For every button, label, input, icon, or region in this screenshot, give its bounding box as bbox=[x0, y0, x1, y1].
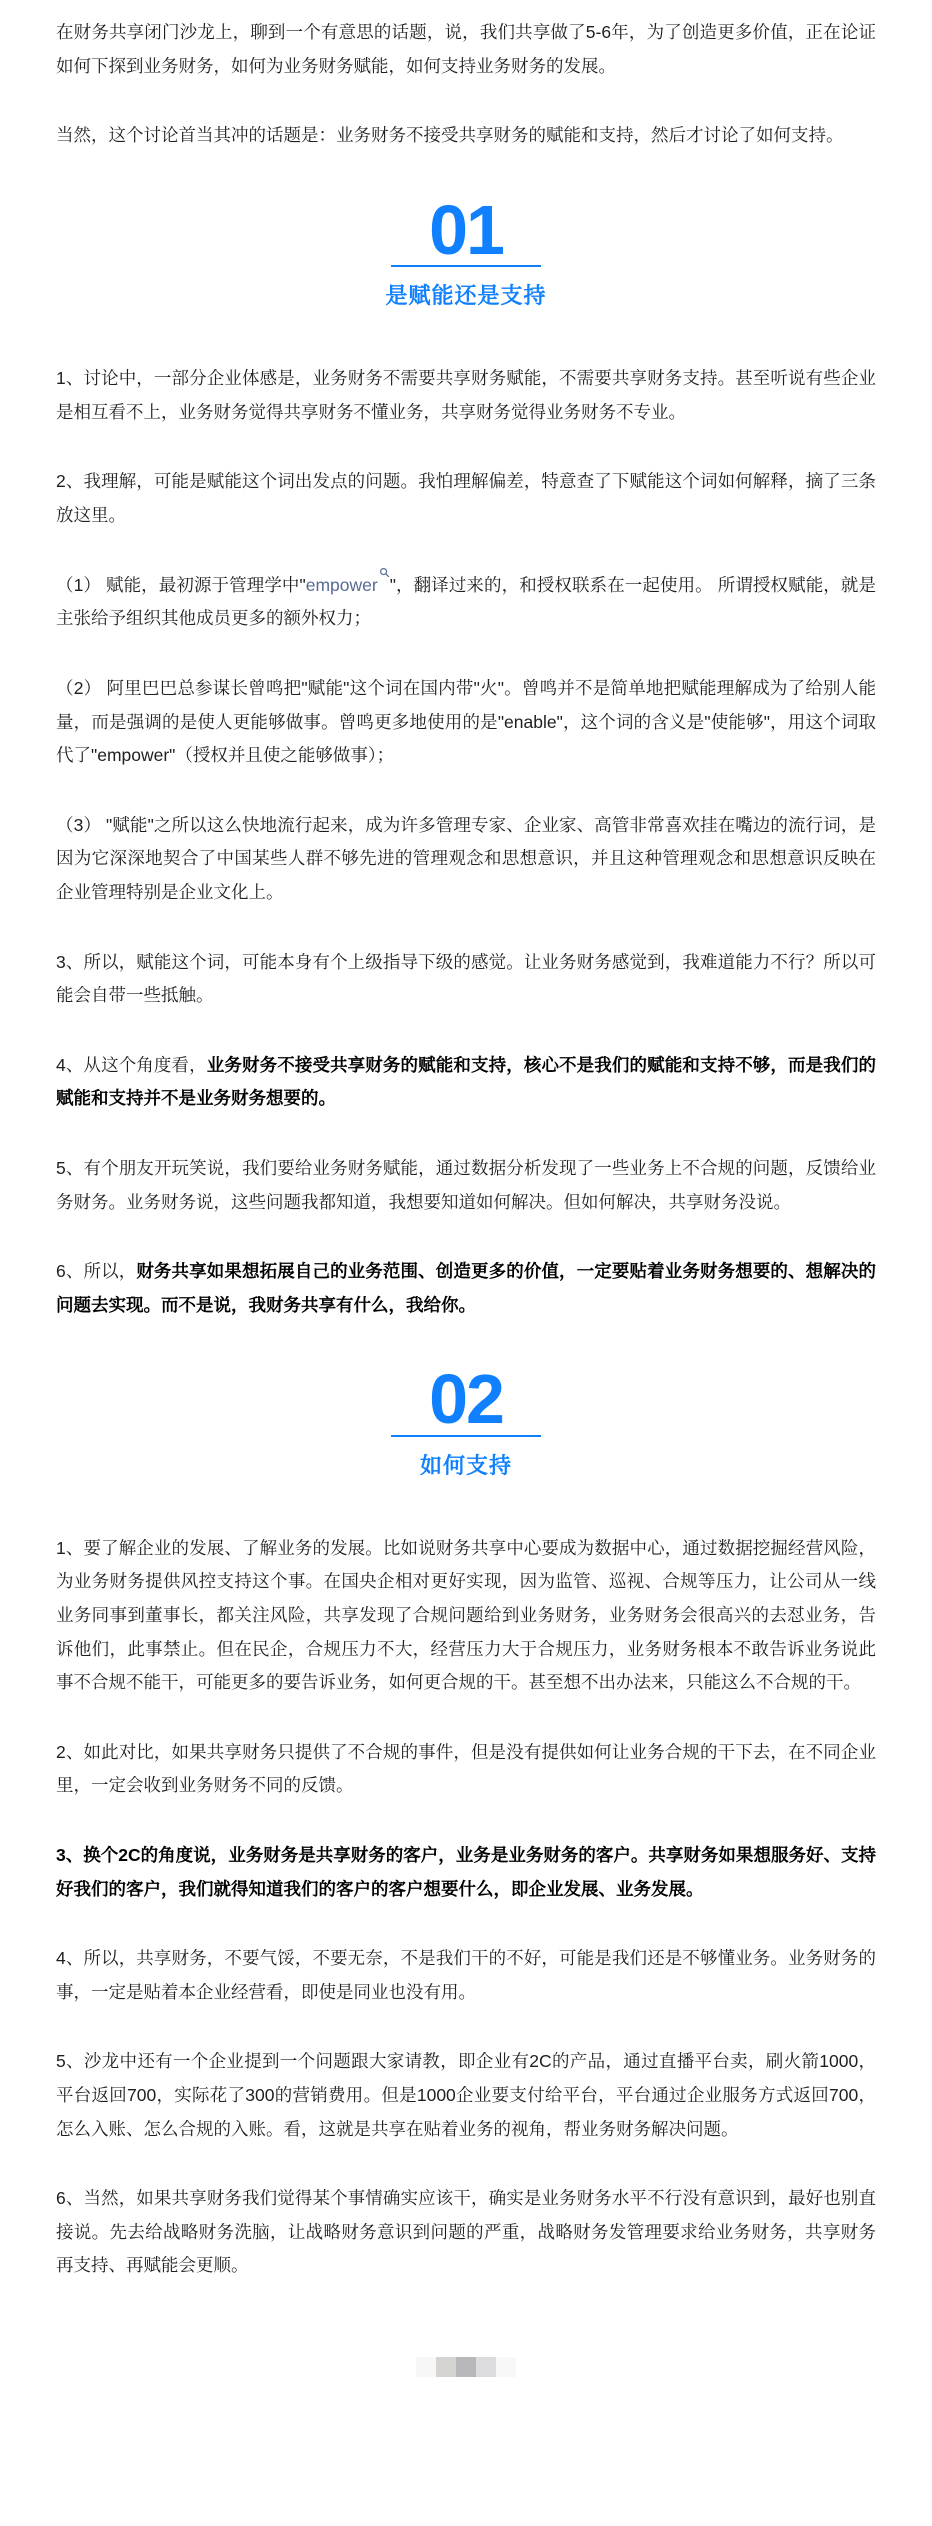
paragraph bbox=[56, 946, 876, 1013]
text-run: 5、沙龙中还有一个企业提到一个问题跟大家请教，即企业有2C的产品，通过直播平台卖，刷火箭1000，平台返回700，实际花了300的营销费用。但是1000企业要支付给平台，平台通过企业服务方式返回700，怎么入账、怎么合规的入账。看，这就是共享在贴着业务的视角，帮业务财务解决问题。 bbox=[56, 2051, 876, 2139]
bold-text: 3、换个2C的角度说，业务财务是共享财务的客户，业务是业务财务的客户。共享财务如果想服务好、支持好我们的客户，我们就得知道我们的客户的客户想要什么，即企业发展、业务发展。 bbox=[56, 1844, 876, 1899]
watermark-block bbox=[496, 2357, 516, 2377]
paragraph bbox=[56, 1152, 876, 1219]
text-run: 5、有个朋友开玩笑说，我们要给业务财务赋能，通过数据分析发现了一些业务上不合规的问题，反馈给业务财务。业务财务说，这些问题我都知道，我想要知道如何解决。但如何解决，共享财务没说。 bbox=[56, 1157, 876, 1212]
text-run: 1、要了解企业的发展、了解业务的发展。比如说财务共享中心要成为数据中心，通过数据挖掘经营风险，为业务财务提供风控支持这个事。在国央企相对更好实现，因为监管、巡视、合规等压力，让公司从一线业务同事到董事长，都关注风险，共享发现了合规问题给到业务财务，业务财务会很高兴的去怼业务，告诉他们，此事禁止。但在民企，合规压力不大，经营压力大于合规压力，业务财务根本不敢告诉业务说此事不合规不能干，可能更多的要告诉业务，如何更合规的干。甚至想不出办法来，只能这么不合规的干。 bbox=[56, 1537, 876, 1693]
section-number: 02 bbox=[391, 1366, 541, 1437]
article-content bbox=[56, 16, 876, 2283]
text-run: 2、如此对比，如果共享财务只提供了不合规的事件，但是没有提供如何让业务合规的干下去，在不同企业里，一定会收到业务财务不同的反馈。 bbox=[56, 1741, 876, 1796]
paragraph bbox=[56, 1255, 876, 1322]
paragraph bbox=[56, 1049, 876, 1116]
blurred-watermark bbox=[416, 2357, 516, 2377]
paragraph bbox=[56, 2045, 876, 2146]
text-run: 6、所以， bbox=[56, 1261, 137, 1282]
text-run: 1、讨论中，一部分企业体感是，业务财务不需要共享财务赋能，不需要共享财务支持。甚至听说有些企业是相互看不上，业务财务觉得共享财务不懂业务，共享财务觉得业务财务不专业。 bbox=[56, 368, 876, 422]
paragraph bbox=[56, 2182, 876, 2283]
section-number: 01 bbox=[391, 197, 541, 268]
paragraph bbox=[56, 672, 876, 773]
text-run: "，翻译过来的，和授权联系在一起使用。 所谓授权赋能，就是主张给予组织其他成员更多的额外权力； bbox=[56, 574, 876, 629]
empower-link[interactable]: empower bbox=[305, 574, 378, 595]
text-run: 当然，这个讨论首当其冲的话题是：业务财务不接受共享财务的赋能和支持，然后才讨论了如何支持。 bbox=[56, 125, 844, 146]
text-run: 4、所以，共享财务，不要气馁，不要无奈，不是我们干的不好，可能是我们还是不够懂业务。业务财务的事，一定是贴着本企业经营看，即使是同业也没有用。 bbox=[56, 1948, 876, 2002]
text-run: 2、我理解，可能是赋能这个词出发点的问题。我怕理解偏差，特意查了下赋能这个词如何解释，摘了三条放这里。 bbox=[56, 471, 876, 526]
text-run: （1） 赋能，最初源于管理学中" bbox=[56, 574, 306, 595]
watermark-block bbox=[416, 2357, 436, 2377]
section-title: 是赋能还是支持 bbox=[385, 283, 547, 309]
paragraph bbox=[56, 569, 876, 636]
text-run: （2） 阿里巴巴总参谋长曾鸣把"赋能"这个词在国内带"火"。曾鸣并不是简单地把赋能理解成为了给别人能量，而是强调的是使人更能够做事。曾鸣更多地使用的是"enable"，这个词的含义是"使能够"，用这个词取代了"empower"（授权并且使之能够做事）； bbox=[56, 678, 876, 766]
paragraph bbox=[56, 16, 876, 83]
section-title: 如何支持 bbox=[419, 1452, 512, 1478]
text-run: （3） "赋能"之所以这么快地流行起来，成为许多管理专家、企业家、高管非常喜欢挂在嘴边的流行词，是因为它深深地契合了中国某些人群不够先进的管理观念和思想意识，并且这种管理观念和思想意识反映在企业管理特别是企业文化上。 bbox=[56, 814, 876, 902]
paragraph bbox=[56, 362, 876, 429]
paragraph bbox=[56, 119, 876, 153]
watermark-block bbox=[436, 2357, 456, 2377]
text-run: 6、当然，如果共享财务我们觉得某个事情确实应该干，确实是业务财务水平不行没有意识到，最好也别直接说。先去给战略财务洗脑，让战略财务意识到问题的严重，战略财务发管理要求给业务财务，共享财务再支持、再赋能会更顺。 bbox=[56, 2188, 876, 2276]
watermark-block bbox=[456, 2357, 476, 2377]
section-header-02 bbox=[56, 1360, 876, 1480]
paragraph bbox=[56, 1942, 876, 2009]
text-run: 在财务共享闭门沙龙上，聊到一个有意思的话题，说，我们共享做了5-6年，为了创造更多价值，正在论证如何下探到业务财务，如何为业务财务赋能，如何支持业务财务的发展。 bbox=[56, 22, 876, 76]
text-run: 3、所以，赋能这个词，可能本身有个上级指导下级的感觉。让业务财务感觉到，我难道能力不行？所以可能会自带一些抵触。 bbox=[56, 951, 876, 1006]
paragraph bbox=[56, 1736, 876, 1803]
paragraph bbox=[56, 809, 876, 910]
bold-text: 财务共享如果想拓展自己的业务范围、创造更多的价值，一定要贴着业务财务想要的、想解决的问题去实现。而不是说，我财务共享有什么，我给你。 bbox=[56, 1261, 877, 1315]
search-icon bbox=[379, 574, 390, 585]
bold-text: 业务财务不接受共享财务的赋能和支持，核心不是我们的赋能和支持不够，而是我们的赋能和支持并不是业务财务想要的。 bbox=[56, 1054, 876, 1109]
watermark-block bbox=[476, 2357, 496, 2377]
text-run: 4、从这个角度看， bbox=[56, 1054, 207, 1075]
paragraph bbox=[56, 1839, 876, 1906]
paragraph bbox=[56, 1532, 876, 1700]
paragraph bbox=[56, 465, 876, 532]
section-header-01 bbox=[56, 190, 876, 311]
